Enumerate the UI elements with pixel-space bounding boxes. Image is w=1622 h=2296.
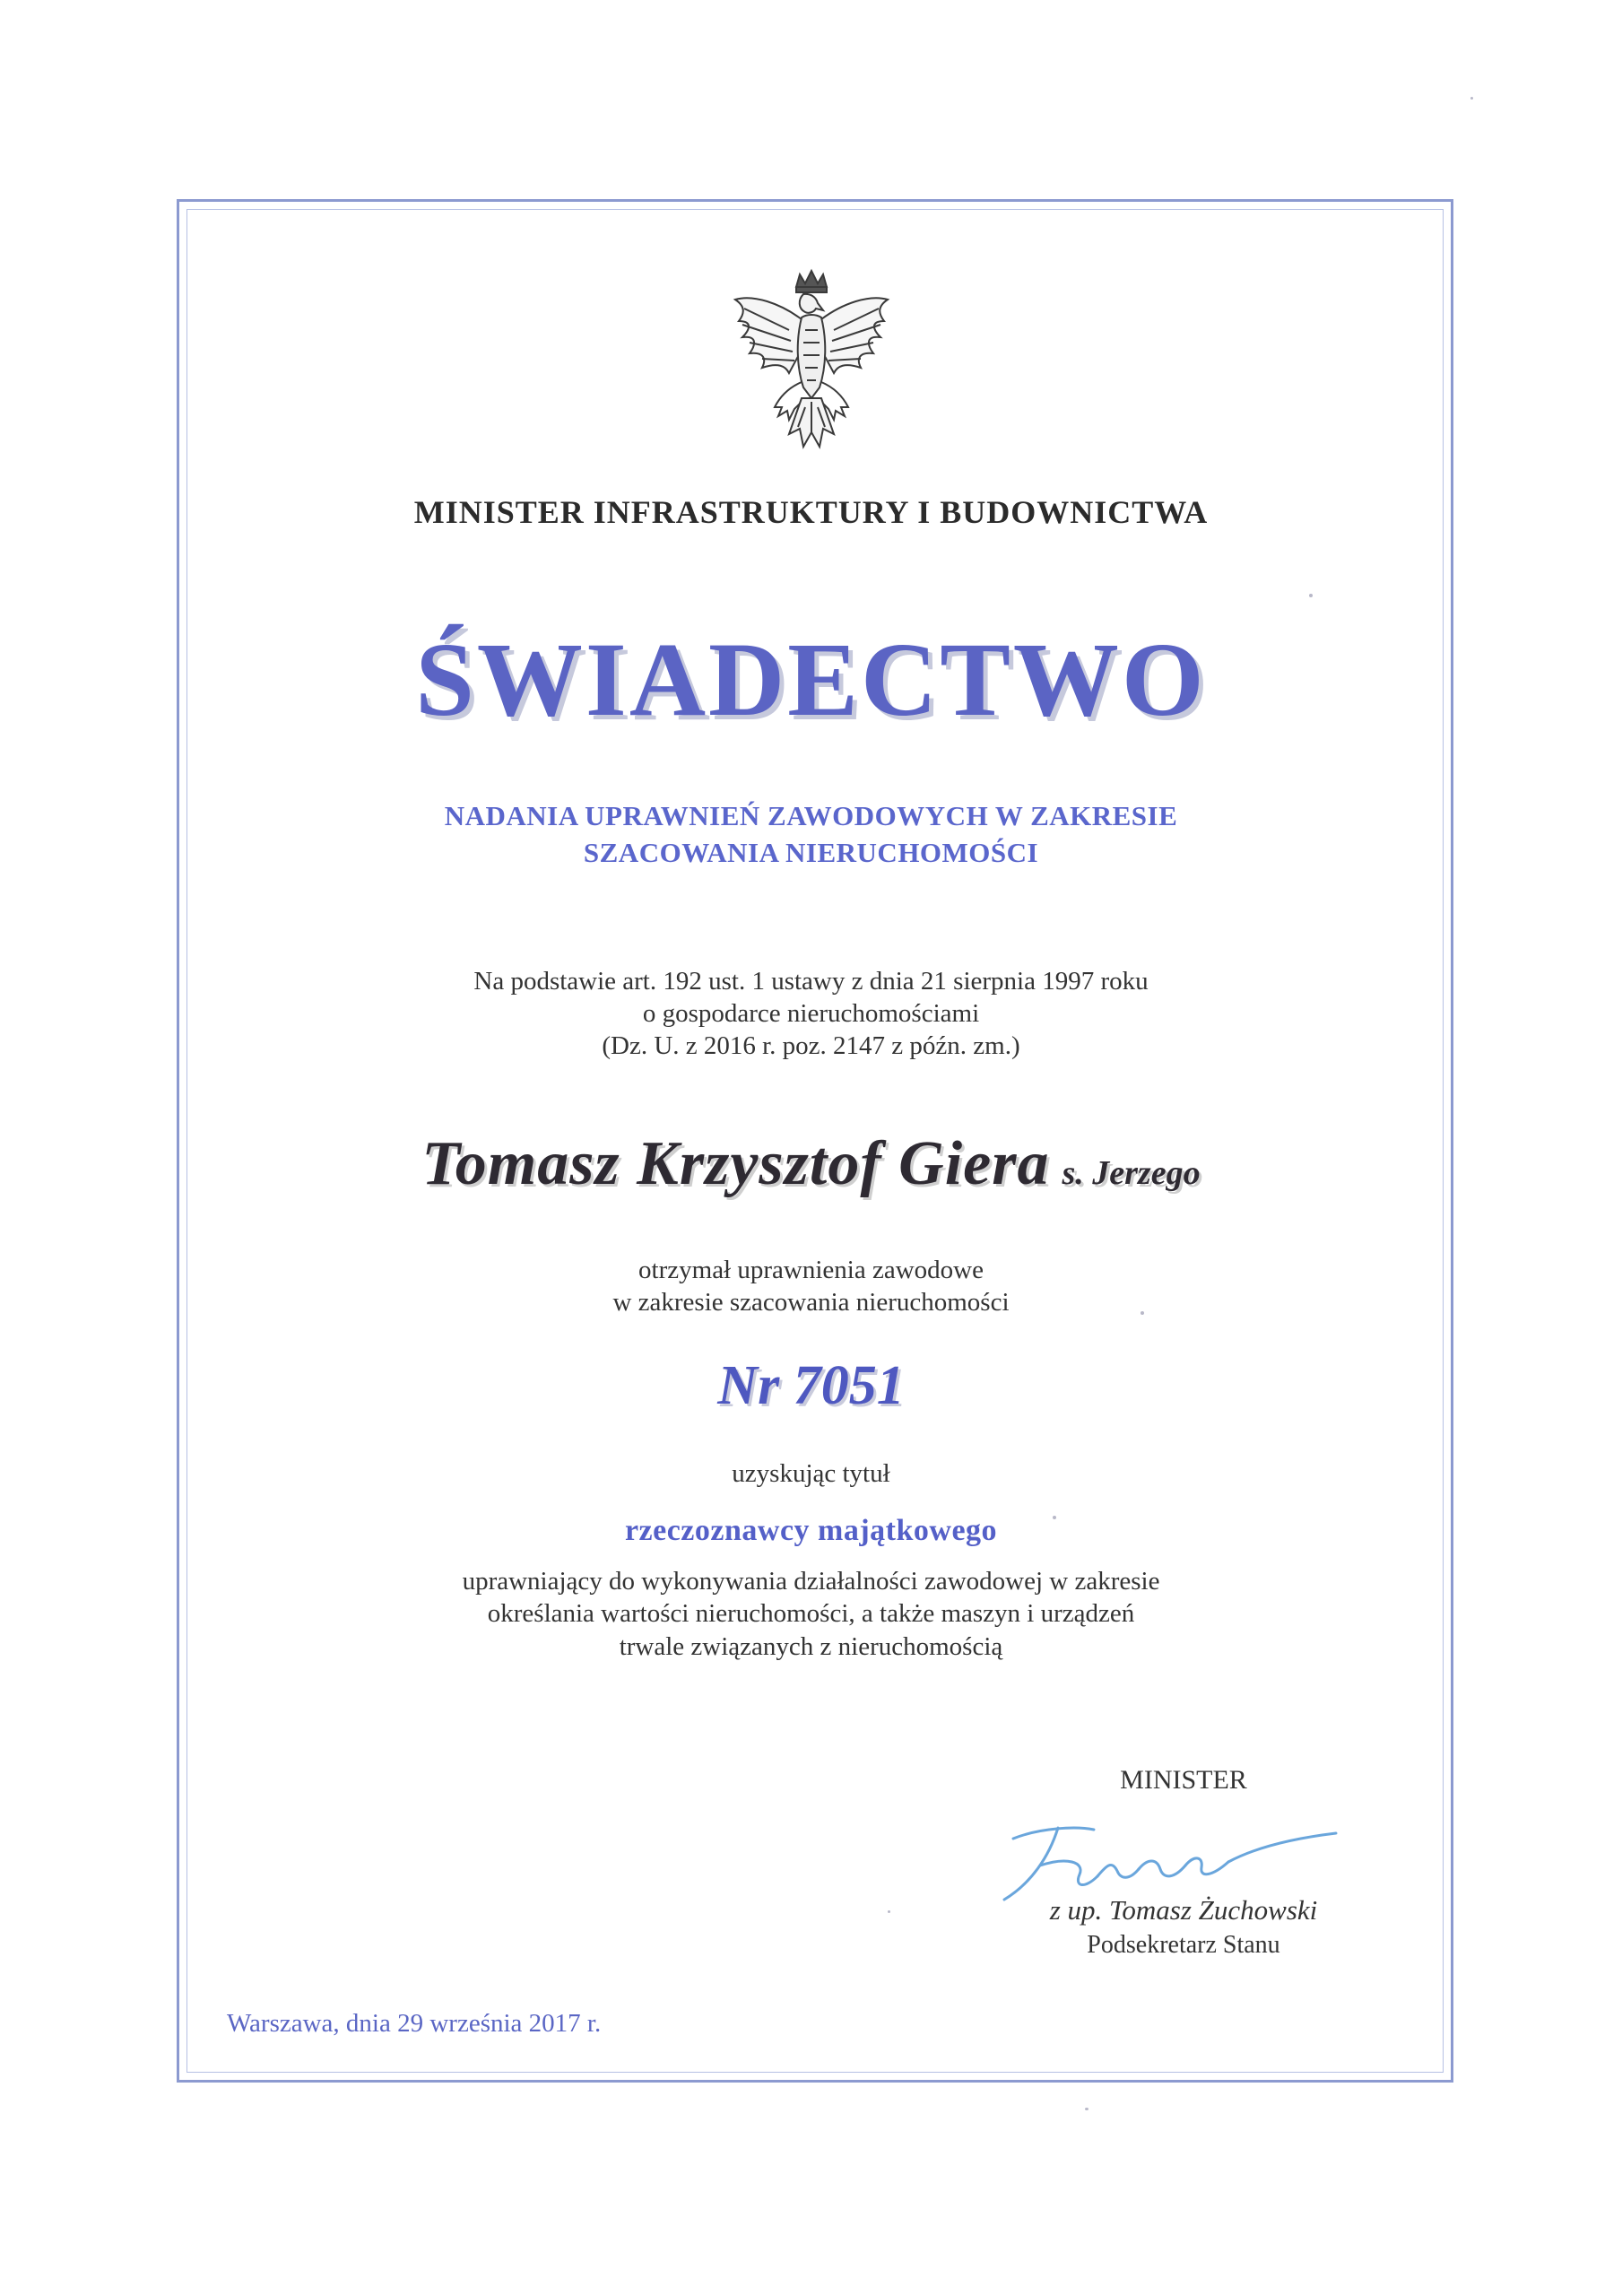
subtitle-line-2: SZACOWANIA NIERUCHOMOŚCI — [583, 837, 1039, 868]
legal-basis-line-1: Na podstawie art. 192 ust. 1 ustawy z dnia 21 sierpnia 1997 roku — [473, 967, 1149, 996]
scan-speck — [1470, 97, 1473, 100]
certificate-title: ŚWIADECTWO — [415, 621, 1207, 738]
ministry-heading: MINISTER INFRASTRUKTURY I BUDOWNICTWA — [413, 494, 1209, 530]
legal-basis-line-2: o gospodarce nieruchomościami — [642, 999, 980, 1028]
recipient-parent: s. Jerzego — [1062, 1154, 1201, 1192]
scope-line-2: określania wartości nieruchomości, a także maszyn i urządzeń — [487, 1599, 1135, 1628]
signatory-name: z up. Tomasz Żuchowski — [1049, 1894, 1318, 1926]
recipient-line — [0, 1128, 1622, 1200]
title-label: uzyskując tytuł — [732, 1459, 890, 1488]
professional-title: rzeczoznawcy majątkowego — [624, 1514, 998, 1547]
license-number: Nr 7051 — [717, 1355, 905, 1416]
recipient-name: Tomasz Krzysztof Giera — [421, 1129, 1050, 1198]
scope-line-3: trwale związanych z nieruchomością — [619, 1632, 1003, 1661]
scan-speck — [888, 1910, 890, 1913]
polish-eagle-icon — [726, 267, 897, 457]
signatory-title: MINISTER — [1120, 1765, 1247, 1795]
signatory-role: Podsekretarz Stanu — [1087, 1931, 1280, 1959]
scan-speck — [1141, 1311, 1144, 1315]
scope-line-1: uprawniający do wykonywania działalności zawodowej w zakresie — [462, 1567, 1160, 1596]
subtitle-line-1: NADANIA UPRAWNIEŃ ZAWODOWYCH W ZAKRESIE — [444, 800, 1178, 831]
scan-speck — [1053, 1516, 1056, 1519]
place-and-date: Warszawa, dnia 29 września 2017 r. — [227, 2009, 602, 2038]
received-line-2: w zakresie szacowania nieruchomości — [612, 1288, 1010, 1317]
received-line-1: otrzymał uprawnienia zawodowe — [638, 1256, 984, 1284]
legal-basis-line-3: (Dz. U. z 2016 r. poz. 2147 z późn. zm.) — [602, 1031, 1020, 1060]
scan-speck — [1085, 2108, 1089, 2110]
scan-speck — [1309, 594, 1313, 597]
